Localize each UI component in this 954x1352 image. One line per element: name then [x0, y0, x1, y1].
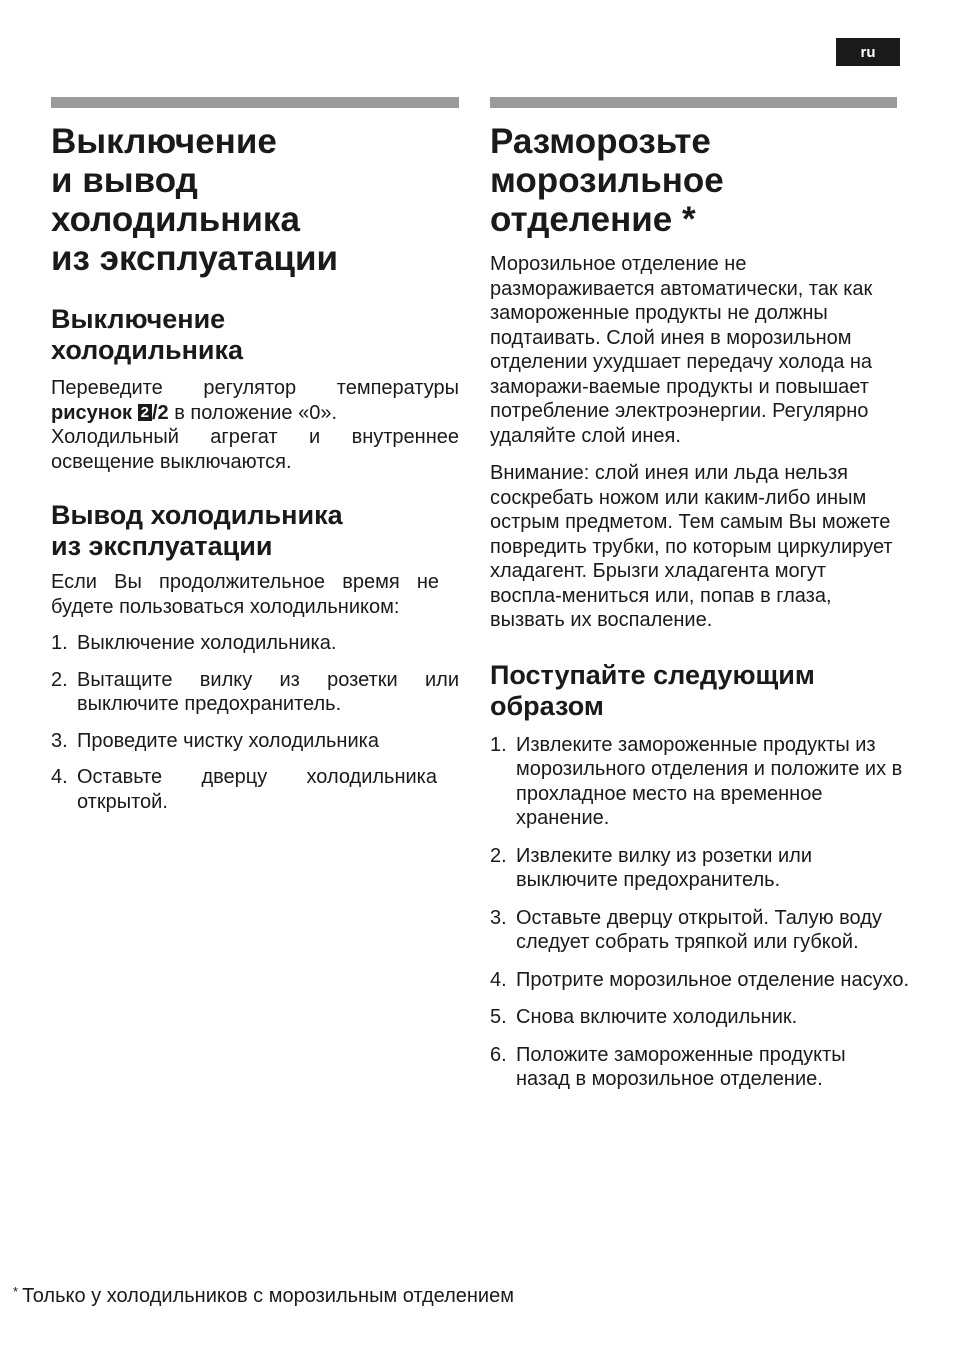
list-item	[51, 631, 459, 656]
paragraph-text: Холодильный агрегат и внутреннее освещение выключаются.	[51, 426, 459, 473]
title-line: Выключение	[51, 122, 277, 161]
list-item	[490, 844, 888, 893]
title-line: холодильника	[51, 200, 300, 239]
step-text: Снова включите холодильник.	[516, 1006, 798, 1028]
step-number: 4.	[490, 968, 507, 991]
step-text: Положите замороженные продукты назад в морозильное отделение.	[516, 1043, 846, 1090]
figure-label: рисунок	[51, 401, 133, 424]
page-title-right	[490, 122, 908, 239]
list-item	[490, 733, 908, 831]
list-item	[490, 1005, 908, 1030]
step-number: 3.	[51, 729, 68, 752]
step-number: 6.	[490, 1043, 507, 1066]
title-line: Разморозьте	[490, 122, 711, 161]
list-item	[490, 1043, 888, 1092]
list-item	[490, 968, 916, 993]
step-text: Извлеките замороженные продукты из морозильного отделения и положите их в прохладное место на временное хранение.	[516, 733, 903, 829]
page-title-left	[51, 122, 459, 278]
heading-procedure	[490, 660, 908, 722]
title-line: отделение *	[490, 200, 696, 239]
heading-switch-off	[51, 304, 459, 366]
step-text: Оставьте дверцу холодильника открытой.	[77, 766, 437, 813]
heading-line: холодильника	[51, 335, 244, 365]
list-item	[490, 906, 918, 955]
step-number: 1.	[51, 632, 68, 654]
title-line: и вывод	[51, 161, 198, 200]
step-text: Проведите чистку холодильника	[77, 729, 379, 752]
step-text: Выключение холодильника.	[77, 632, 337, 654]
step-text: Оставьте дверцу открытой. Талую воду следует собрать тряпкой или губкой.	[516, 906, 882, 953]
footnote-text: Только у холодильников с морозильным отделением	[22, 1285, 514, 1307]
figure-reference-line	[51, 401, 459, 426]
step-number: 2.	[490, 844, 507, 867]
section-rule	[490, 97, 897, 108]
list-item	[51, 765, 437, 814]
footnote	[13, 1280, 514, 1308]
step-number: 4.	[51, 766, 68, 788]
step-number: 1.	[490, 733, 507, 756]
right-column	[490, 97, 908, 1092]
figure-suffix: /2	[151, 401, 169, 424]
step-number: 2.	[51, 668, 68, 691]
warning-paragraph: Внимание: слой инея или льда нельзя соскребать ножом или каким-либо иным острым предметом. Тем самым Вы можете повредить трубки, по которым циркулирует хладагент. Брызги хладагента могут воспла-мениться или, попав в глаза, вызвать их воспаление.	[490, 462, 893, 631]
heading-line: из эксплуатации	[51, 531, 273, 561]
title-line: морозильное	[490, 161, 724, 200]
figure-after-text: в положение «0».	[168, 401, 338, 424]
figure-number-badge: 2	[138, 404, 152, 421]
decommission-steps	[51, 631, 459, 814]
step-text: Вытащите вилку из розетки или выключите предохранитель.	[77, 668, 459, 715]
heading-line: Выключение	[51, 304, 226, 334]
step-number: 3.	[490, 906, 507, 929]
heading-line: Поступайте следующим	[490, 659, 815, 690]
left-column	[51, 97, 459, 814]
step-text: Извлеките вилку из розетки или выключите предохранитель.	[516, 844, 813, 891]
footnote-marker: *	[13, 1284, 19, 1299]
step-number: 5.	[490, 1006, 507, 1028]
step-text: Протрите морозильное отделение насухо.	[516, 968, 910, 991]
title-line: из эксплуатации	[51, 239, 339, 278]
list-item	[51, 668, 459, 717]
decommission-intro: Если Вы продолжительное время не будете пользоваться холодильником:	[51, 571, 439, 618]
switch-off-text	[51, 376, 459, 474]
heading-decommission	[51, 500, 459, 562]
list-item	[51, 729, 459, 754]
heading-line: Вывод холодильника	[51, 500, 343, 530]
defrost-steps	[490, 733, 908, 1092]
language-badge: ru	[836, 38, 900, 66]
section-rule	[51, 97, 459, 108]
defrost-paragraph: Морозильное отделение не размораживается автоматически, так как замороженные продукты не должны подтаивать. Слой инея в морозильном отделении ухудшает передачу холода на заморажи-ваемые продукты и повышает потребление электроэнергии. Регулярно удаляйте слой инея.	[490, 253, 873, 447]
paragraph-line: Переведите регулятор температуры	[51, 377, 459, 399]
heading-line: образом	[490, 690, 604, 721]
